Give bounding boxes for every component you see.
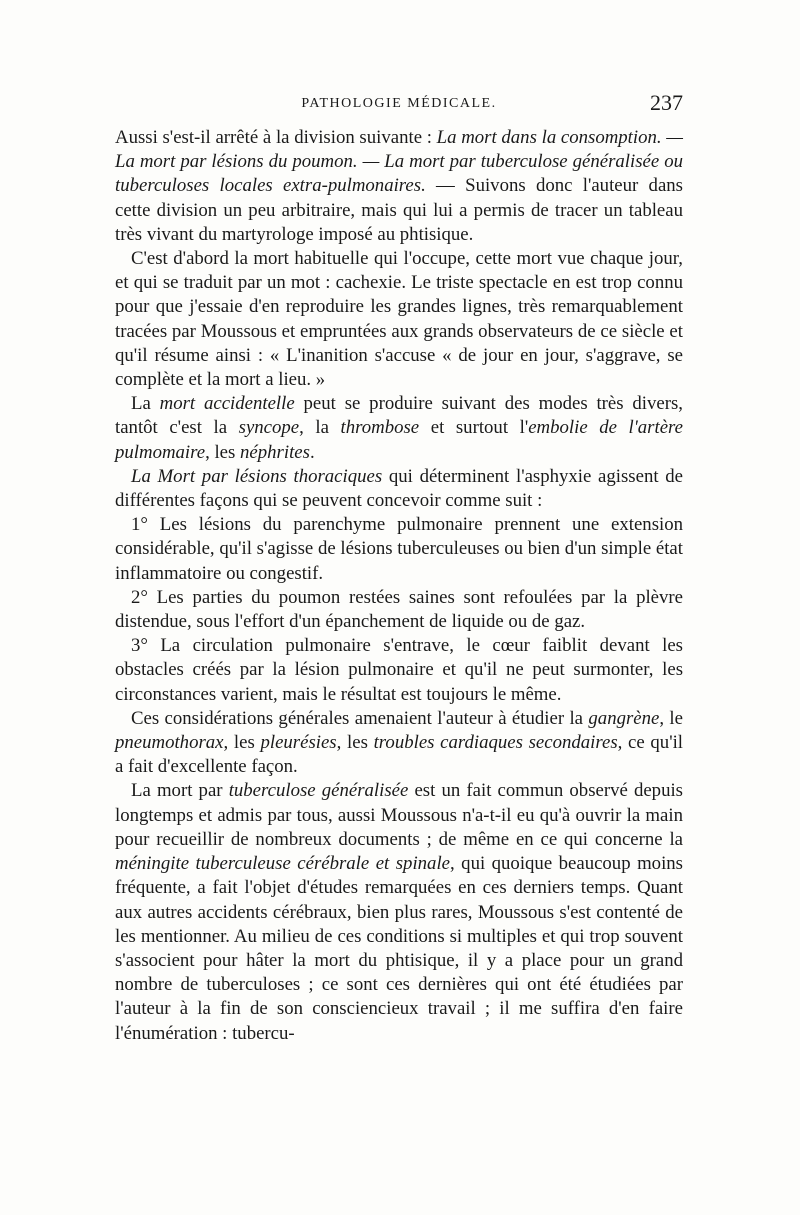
text-run: et surtout l' bbox=[419, 417, 529, 439]
italic-text: gangrène bbox=[588, 707, 660, 729]
text-run: La mort par bbox=[131, 780, 229, 802]
text-run: , la bbox=[299, 417, 341, 439]
italic-text: syncope bbox=[238, 417, 300, 439]
running-title: PATHOLOGIE MÉDICALE. bbox=[301, 96, 497, 111]
italic-text: néphrites bbox=[240, 441, 310, 463]
page-number: 237 bbox=[650, 90, 683, 115]
paragraph bbox=[115, 707, 683, 780]
paragraph bbox=[115, 247, 683, 392]
italic-text: tuberculose généralisée bbox=[228, 780, 409, 802]
text-run: . bbox=[309, 441, 315, 463]
text-run: — Suivons donc l'auteur dans cette division un peu arbitraire, mais qui lui a permis de tracer un tableau très vivant du martyrologe imposé au phtisique. bbox=[115, 175, 683, 245]
text-run: , les bbox=[205, 441, 241, 463]
text-run: La bbox=[131, 393, 160, 415]
italic-text: embolie de l'artère pulmomaire bbox=[115, 417, 683, 463]
text-run: qui déterminent l'asphyxie agissent de différentes façons qui se peuvent concevoir comme suit : bbox=[115, 465, 683, 512]
text-run: C'est d'abord la mort habituelle qui l'occupe, cette mort vue chaque jour, et qui se traduit par un mot : cachexie. Le triste spectacle en est trop connu pour que j'essaie d'en reproduire les grandes lignes, très remarquablement tracées par Moussous et empruntées aux grands observateurs de ce siècle et qu'il résume ainsi : « L'inanition s'accuse « de jour en jour, s'aggrave, se complète et la mort a lieu. » bbox=[115, 248, 683, 391]
italic-text: La Mort par lésions thoraciques bbox=[131, 465, 383, 487]
text-run: Aussi s'est-il arrêté à la division suivante : bbox=[115, 127, 437, 148]
italic-text: pneumothorax bbox=[115, 732, 224, 754]
text-run: , ce qu'il a fait d'excellente façon. bbox=[115, 732, 684, 778]
italic-text: méningite tuberculeuse cérébrale et spinale bbox=[115, 853, 450, 875]
running-head bbox=[115, 90, 683, 122]
italic-text: La mort dans la consomption. — La mort par lésions du poumon. — La mort par tuberculose généralisée ou tuberculoses locales extra-pulmonaires. bbox=[115, 127, 684, 197]
italic-text: pleurésies bbox=[260, 732, 337, 754]
text-run: 1° Les lésions du parenchyme pulmonaire prennent une extension considérable, qu'il s'agisse de lésions tuberculeuses ou bien d'un simple état inflammatoire ou congestif. bbox=[115, 514, 683, 584]
text-run: Ces considérations générales amenaient l'auteur à étudier la bbox=[131, 707, 589, 729]
paragraph bbox=[115, 513, 683, 586]
text-run: , les bbox=[336, 732, 374, 754]
text-run: est un fait commun observé depuis longtemps et admis par tous, aussi Moussous n'a-t-il eu qu'à ouvrir la main pour recueillir de nombreux documents ; de même en ce qui concerne la bbox=[115, 780, 683, 850]
text-run: 2° Les parties du poumon restées saines sont refoulées par la plèvre distendue, sous l'effort d'un épanchement de liquide ou de gaz. bbox=[115, 586, 683, 633]
italic-text: mort accidentelle bbox=[159, 393, 295, 415]
italic-text: troubles cardiaques secondaires bbox=[373, 732, 618, 754]
paragraph bbox=[115, 126, 683, 247]
paragraph bbox=[115, 779, 683, 1045]
body-text bbox=[115, 126, 683, 1046]
text-run: , les bbox=[223, 732, 261, 754]
paragraph bbox=[115, 634, 683, 707]
paragraph bbox=[115, 586, 683, 634]
paragraph bbox=[115, 392, 683, 465]
text-run: 3° La circulation pulmonaire s'entrave, le cœur faiblit devant les obstacles créés par la lésion pulmonaire et qu'il ne peut surmonter, les circonstances varient, mais le résultat est toujours le même. bbox=[115, 635, 683, 705]
text-run: , le bbox=[659, 707, 683, 729]
text-run: , qui quoique beaucoup moins fréquente, a fait l'objet d'études remarquées en ces derniers temps. Quant aux autres accidents cérébraux, bien plus rares, Moussous s'est contenté de les mentionner. Au milieu de ces conditions si multiples et qui trop souvent s'associent pour hâter la mort du phtisique, il y a place pour un grand nombre de tuberculoses ; ce sont ces dernières qui ont été étudiées par l'auteur à la fin de son consciencieux travail ; il me suffira d'en faire l'énumération : tubercu- bbox=[115, 853, 683, 1044]
paragraph bbox=[115, 465, 683, 513]
text-run: peut se produire suivant des modes très divers, tantôt c'est la bbox=[115, 393, 684, 439]
italic-text: thrombose bbox=[340, 417, 420, 439]
